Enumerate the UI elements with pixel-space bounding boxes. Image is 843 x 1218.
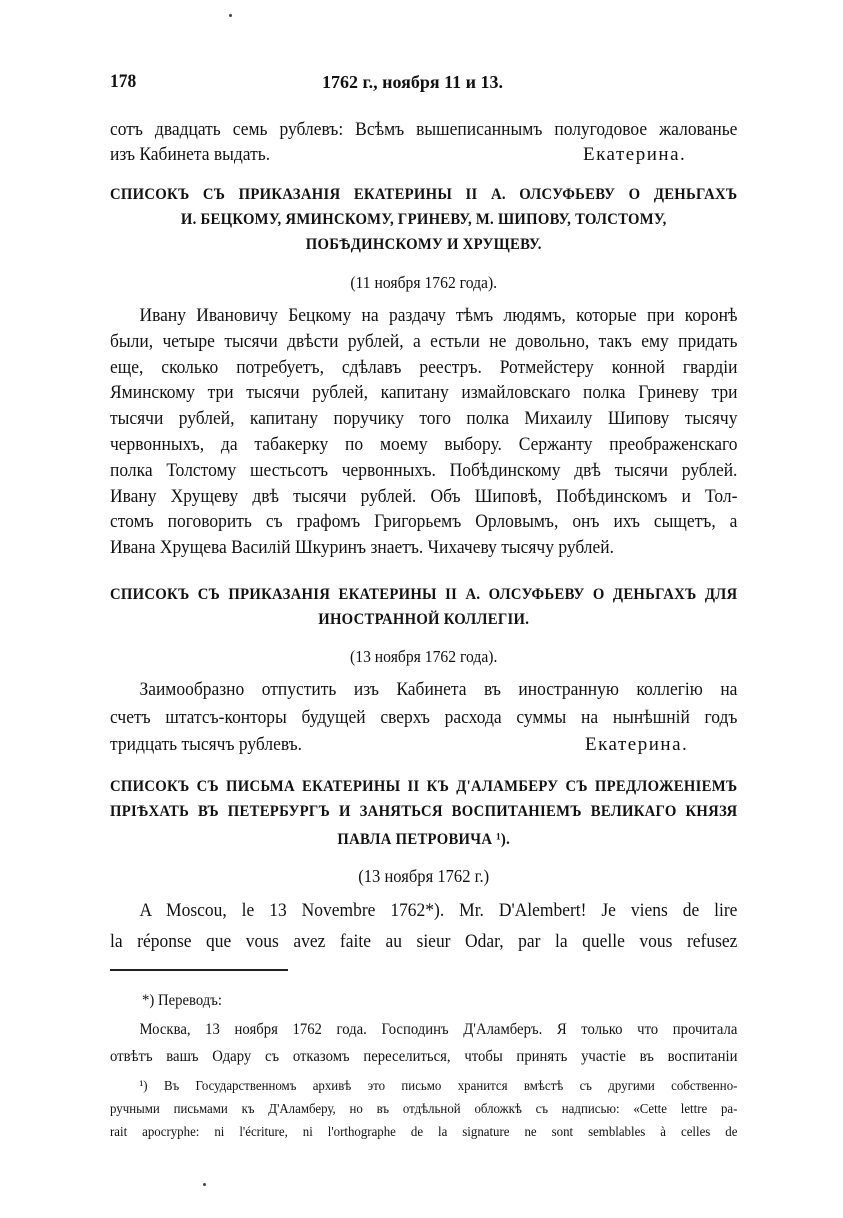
text-line: червонныхъ, да табакерку по моему выбору. Сержанту преображенскаго: [110, 434, 738, 455]
text-line: Заимообразно отпустить изъ Кабинета въ иностранную коллегію на: [139, 679, 738, 700]
text-line: полка Толстому шестьсотъ червонныхъ. Побѣдинскому двѣ тысячи рублей.: [110, 460, 738, 481]
footnote-divider: [110, 969, 288, 971]
section-heading: ПАВЛА ПЕТРОВИЧА ¹).: [337, 831, 511, 848]
text-line: A Moscou, le 13 Novembre 1762*). Mr. D'Alembert! Je viens de lire: [139, 900, 738, 921]
text-line: Ивана Хрущева Василій Шкуринъ знаетъ. Чихачеву тысячу рублей.: [110, 537, 615, 558]
text-line: la réponse que vous avez faite au sieur Odar, par la quelle vous refusez: [110, 931, 738, 952]
text-line: Яминскому три тысячи рублей, капитану измайловскаго полка Гриневу три: [110, 382, 738, 403]
section-heading: СПИСОКЪ СЪ ПИСЬМА ЕКАТЕРИНЫ II КЪ Д'АЛАМБЕРУ СЪ ПРЕДЛОЖЕНІЕМЪ: [110, 778, 738, 795]
section-heading: ИНОСТРАННОЙ КОЛЛЕГІИ.: [318, 611, 530, 628]
text-line: тысячи рублей, капитану поручику того полка Михаилу Шипову тысячу: [110, 408, 738, 429]
footnote-line: ¹) Въ Государственномъ архивѣ это письмо хранится вмѣстѣ съ другими собственно-: [139, 1079, 738, 1094]
section-heading: ПРІѢХАТЬ ВЪ ПЕТЕРБУРГЪ И ЗАНЯТЬСЯ ВОСПИТАНІЕМЪ ВЕЛИКАГО КНЯЗЯ: [110, 803, 738, 820]
section-heading: СПИСОКЪ СЪ ПРИКАЗАНІЯ ЕКАТЕРИНЫ II А. ОЛСУФЬЕВУ О ДЕНЬГАХЪ: [110, 186, 738, 203]
text-line: стомъ поговорить съ графомъ Григорьемъ Орловымъ, онъ ихъ сыщетъ, а: [110, 511, 738, 532]
section-date: (11 ноября 1762 года).: [350, 273, 498, 292]
section-heading: И. БЕЦКОМУ, ЯМИНСКОМУ, ГРИНЕВУ, М. ШИПОВУ, ТОЛСТОМУ,: [180, 211, 667, 228]
page-number: 178: [110, 71, 137, 92]
text-line: Ивану Ивановичу Бецкому на раздачу тѣмъ людямъ, которые при коронѣ: [139, 305, 738, 326]
scan-speck: [229, 14, 232, 17]
scan-speck: [203, 1183, 206, 1186]
text-line: изъ Кабинета выдать.: [110, 144, 271, 165]
running-title: 1762 г., ноября 11 и 13.: [322, 72, 504, 92]
signature: Екатерина.: [585, 734, 689, 755]
footnote-line: ручными письмами къ Д'Аламберу, но въ отдѣльной обложкѣ съ надписью: «Cette lettre pa-: [110, 1102, 738, 1117]
text-line: сотъ двадцать семь рублевъ: Всѣмъ вышеписаннымъ полугодовое жалованье: [110, 119, 738, 140]
text-line: тридцать тысячъ рублевъ.: [110, 734, 303, 755]
section-heading: ПОБѢДИНСКОМУ И ХРУЩЕВУ.: [305, 236, 542, 253]
section-heading: СПИСОКЪ СЪ ПРИКАЗАНІЯ ЕКАТЕРИНЫ II А. ОЛСУФЬЕВУ О ДЕНЬГАХЪ ДЛЯ: [110, 586, 738, 603]
footnote-label: *) Переводъ:: [142, 992, 222, 1009]
footnote-line: Москва, 13 ноября 1762 года. Господинъ Д'Аламберъ. Я только что прочитала: [139, 1021, 738, 1038]
section-date: (13 ноября 1762 г.): [358, 866, 490, 886]
footnote-line: rait apocryphe: ni l'écriture, ni l'orthographe de la signature ne sont semblables à celles de: [110, 1125, 738, 1140]
text-line: еще, сколько потребуетъ, сдѣлавъ реестръ. Ротмейстеру конной гвардіи: [110, 357, 738, 378]
text-line: были, четыре тысячи двѣсти рублей, а естьли не довольно, такъ ему придать: [110, 331, 738, 352]
text-line: Ивану Хрущеву двѣ тысячи рублей. Объ Шиповѣ, Побѣдинскомъ и Тол-: [110, 486, 738, 507]
footnote-line: отвѣтъ вашъ Одару съ отказомъ переселиться, чтобы принять участіе въ воспитаніи: [110, 1048, 738, 1065]
signature: Екатерина.: [583, 144, 687, 165]
text-line: счетъ штатсъ-конторы будущей сверхъ расхода суммы на нынѣшній годъ: [110, 707, 738, 728]
section-date: (13 ноября 1762 года).: [350, 647, 498, 666]
